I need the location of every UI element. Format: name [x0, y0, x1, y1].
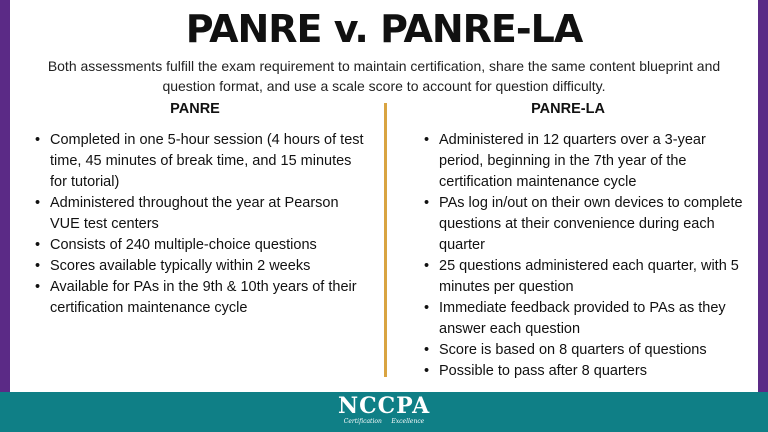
footer-bar [0, 392, 768, 432]
panre-la-list [423, 130, 754, 382]
list-item: • Completed in one 5-hour session (4 hours of test time, 45 minutes of break time, and 15 minutes for tutorial) [50, 130, 370, 193]
list-item: • Score is based on 8 quarters of questions [439, 340, 754, 361]
list-item: • Consists of 240 multiple-choice questions [50, 235, 370, 256]
panre-list [34, 130, 370, 319]
logo-tagline-left: Certification [343, 418, 382, 425]
slide-card [10, 0, 758, 392]
list-item: • Immediate feedback provided to PAs as they answer each question [439, 298, 754, 340]
logo-tagline [338, 418, 430, 426]
list-item: • Administered in 12 quarters over a 3-year period, beginning in the 7th year of the certification maintenance cycle [439, 130, 754, 193]
list-item: • Possible to pass after 8 quarters [439, 361, 754, 382]
column-divider [384, 103, 387, 377]
nccpa-logo [338, 394, 430, 430]
list-item: • Available for PAs in the 9th & 10th years of their certification maintenance cycle [50, 277, 370, 319]
subtitle: Both assessments fulfill the exam requirement to maintain certification, share the same content blueprint and question format, and use a scale score to account for question difficulty. [47, 58, 721, 94]
logo-wordmark: NCCPA [338, 393, 431, 419]
column-heading-panre-la: PANRE-LA [531, 101, 605, 117]
page-title: PANRE v. PANRE-LA [185, 7, 583, 51]
logo-tagline-right: Excellence [391, 418, 425, 425]
list-item: • Scores available typically within 2 weeks [50, 256, 370, 277]
list-item: • PAs log in/out on their own devices to complete questions at their convenience during each quarter [439, 193, 754, 256]
list-item: • 25 questions administered each quarter, with 5 minutes per question [439, 256, 754, 298]
column-heading-panre: PANRE [170, 101, 220, 117]
list-item: • Administered throughout the year at Pearson VUE test centers [50, 193, 370, 235]
